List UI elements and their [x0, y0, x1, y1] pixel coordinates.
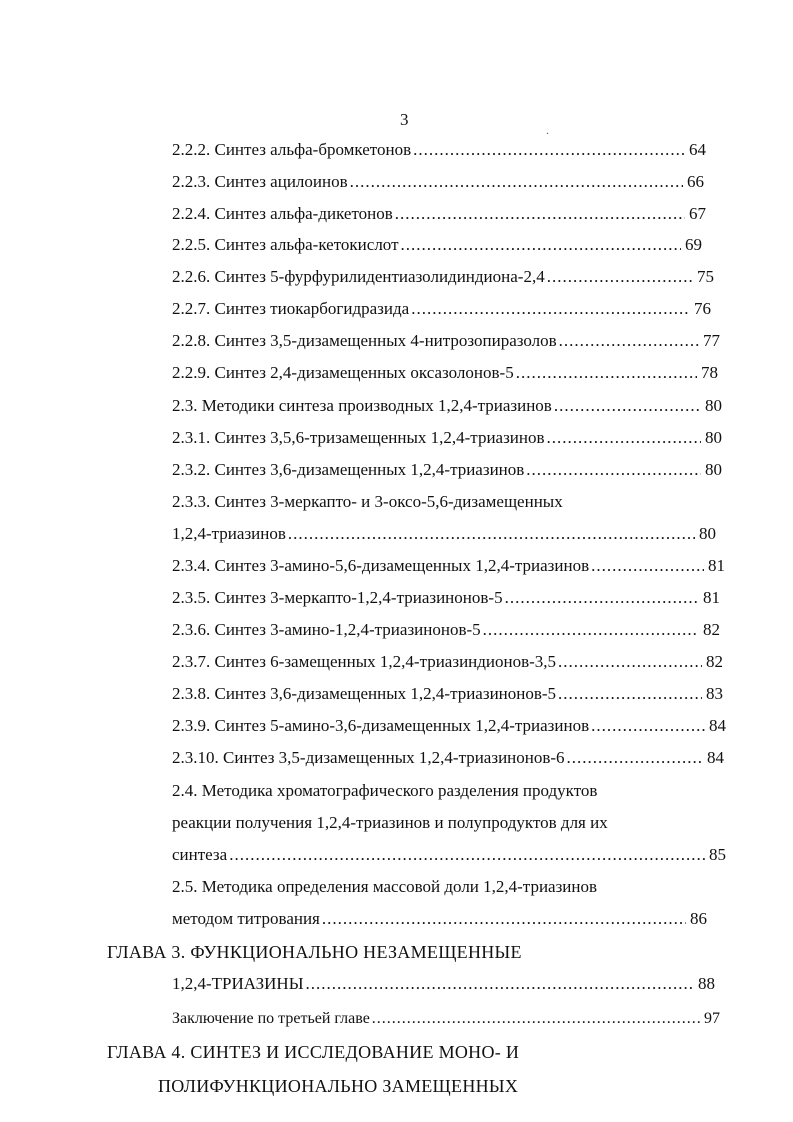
leader-dots — [322, 909, 686, 929]
leader-dots — [558, 652, 702, 672]
toc-entry — [172, 172, 704, 192]
leader-dots — [229, 845, 705, 865]
toc-entry-page: 85 — [709, 845, 726, 864]
toc-entry-page: 82 — [706, 652, 723, 671]
toc-entry-title: 2.3.10. Синтез 3,5-дизамещенных 1,2,4-триазинонов-6 — [172, 748, 565, 767]
toc-entry-title: 2.2.4. Синтез альфа-дикетонов — [172, 204, 393, 223]
toc-entry-title: 2.2.8. Синтез 3,5-дизамещенных 4-нитрозопиразолов — [172, 331, 557, 350]
leader-dots — [288, 524, 695, 544]
toc-entry-title: методом титрования — [172, 909, 320, 928]
toc-entry-title: 2.2.5. Синтез альфа-кетокислот — [172, 235, 399, 254]
toc-entry-page: 83 — [706, 684, 723, 703]
toc-entry — [172, 460, 722, 480]
leader-dots — [516, 363, 697, 383]
toc-entry-page: 80 — [705, 428, 722, 447]
toc-entry-page: 80 — [699, 524, 716, 543]
toc-entry-title: 2.5. Методика определения массовой доли 1,2,4-триазинов — [172, 877, 598, 896]
toc-entry-title: 2.3.3. Синтез 3-меркапто- и 3-оксо-5,6-дизамещенных — [172, 492, 563, 511]
toc-entry-title: синтеза — [172, 845, 228, 864]
leader-dots — [591, 716, 705, 736]
toc-entry — [172, 299, 711, 319]
toc-entry — [172, 140, 706, 160]
toc-entry — [172, 748, 724, 768]
toc-entry-title: 2.3. Методики синтеза производных 1,2,4-триазинов — [172, 396, 552, 415]
toc-entry-title: Заключение по третьей главе — [172, 1010, 370, 1027]
toc-entry — [172, 684, 723, 704]
toc-entry-title: 2.3.6. Синтез 3-амино-1,2,4-триазинонов-5 — [172, 620, 481, 639]
leader-dots — [372, 1009, 700, 1029]
toc-entry-page: 76 — [694, 299, 711, 318]
toc-entry-page: 88 — [698, 974, 715, 993]
leader-dots — [554, 396, 701, 416]
toc-entry — [172, 652, 723, 672]
scan-speck: . — [546, 123, 549, 137]
toc-entry — [172, 974, 715, 994]
leader-dots — [558, 684, 702, 704]
toc-entry-title: 2.3.1. Синтез 3,5,6-тризамещенных 1,2,4-триазинов — [172, 428, 545, 447]
toc-entry-title: 1,2,4-триазинов — [172, 524, 286, 543]
toc-entry-page: 82 — [703, 620, 720, 639]
toc-entry-page: 67 — [689, 204, 706, 223]
toc-entry — [172, 428, 722, 448]
leader-dots — [567, 748, 703, 768]
toc-entry-page: 80 — [705, 396, 722, 415]
toc-entry-title: 2.3.9. Синтез 5-амино-3,6-дизамещенных 1,2,4-триазинов — [172, 716, 590, 735]
toc-entry — [172, 524, 716, 544]
leader-dots — [526, 460, 701, 480]
toc-entry-page: 75 — [697, 267, 714, 286]
toc-entry — [172, 588, 720, 608]
toc-entry — [172, 716, 726, 736]
toc-entry — [172, 363, 718, 383]
toc-entry-title: 2.3.4. Синтез 3-амино-5,6-дизамещенных 1,2,4-триазинов — [172, 556, 590, 575]
toc-entry-title: 2.3.7. Синтез 6-замещенных 1,2,4-триазиндионов-3,5 — [172, 652, 557, 671]
toc-entry-page: 86 — [690, 909, 707, 928]
leader-dots — [413, 140, 685, 160]
toc-entry-page: 81 — [708, 556, 725, 575]
toc-entry — [172, 331, 720, 351]
page-number: 3 — [400, 110, 409, 129]
toc-entry — [172, 620, 720, 640]
toc-entry-title: 2.4. Методика хроматографического разделения продуктов — [172, 781, 598, 800]
toc-entry — [172, 556, 725, 576]
toc-entry-title: 2.2.9. Синтез 2,4-дизамещенных оксазолонов-5 — [172, 363, 514, 382]
toc-entry-title: 2.2.7. Синтез тиокарбогидразида — [172, 299, 410, 318]
toc-entry-page: 84 — [707, 748, 724, 767]
toc-entry — [172, 204, 706, 224]
toc-entry-title: 2.3.2. Синтез 3,6-дизамещенных 1,2,4-триазинов — [172, 460, 525, 479]
toc-entry-title: реакции получения 1,2,4-триазинов и полупродуктов для их — [172, 813, 608, 832]
toc-entry-title: 2.3.8. Синтез 3,6-дизамещенных 1,2,4-триазинонов-5 — [172, 684, 557, 703]
toc-entry-title: 2.2.3. Синтез ацилоинов — [172, 172, 348, 191]
leader-dots — [350, 172, 683, 192]
chapter-heading: ГЛАВА 3. ФУНКЦИОНАЛЬНО НЕЗАМЕЩЕННЫЕ — [107, 942, 522, 962]
toc-entry — [172, 1009, 720, 1029]
leader-dots — [401, 235, 681, 255]
toc-entry-page: 64 — [689, 140, 706, 159]
toc-entry-page: 66 — [687, 172, 704, 191]
toc-entry-page: 81 — [703, 588, 720, 607]
toc-entry-page: 77 — [703, 331, 720, 350]
toc-entry-title: 2.3.5. Синтез 3-меркапто-1,2,4-триазинонов-5 — [172, 588, 503, 607]
chapter-heading-continued: ПОЛИФУНКЦИОНАЛЬНО ЗАМЕЩЕННЫХ — [158, 1076, 519, 1096]
leader-dots — [483, 620, 699, 640]
toc-entry-page: 97 — [704, 1010, 720, 1027]
leader-dots — [559, 331, 699, 351]
toc-entry-title: 2.2.2. Синтез альфа-бромкетонов — [172, 140, 412, 159]
toc-entry-page: 78 — [701, 363, 718, 382]
toc-entry-title: 2.2.6. Синтез 5-фурфурилидентиазолидиндиона-2,4 — [172, 267, 545, 286]
leader-dots — [505, 588, 699, 608]
leader-dots — [306, 974, 694, 994]
leader-dots — [591, 556, 704, 576]
leader-dots — [411, 299, 690, 319]
toc-entry-page: 80 — [705, 460, 722, 479]
toc-entry-page: 69 — [685, 235, 702, 254]
leader-dots — [547, 428, 701, 448]
chapter-heading: ГЛАВА 4. СИНТЕЗ И ИССЛЕДОВАНИЕ МОНО- И — [107, 1042, 520, 1062]
toc-entry — [172, 396, 722, 416]
toc-entry-title: 1,2,4-ТРИАЗИНЫ — [172, 974, 304, 993]
toc-entry-page: 84 — [709, 716, 726, 735]
toc-entry — [172, 235, 702, 255]
toc-entry — [172, 845, 726, 865]
toc-entry — [172, 909, 707, 929]
leader-dots — [547, 267, 693, 287]
toc-entry — [172, 267, 714, 287]
leader-dots — [395, 204, 685, 224]
